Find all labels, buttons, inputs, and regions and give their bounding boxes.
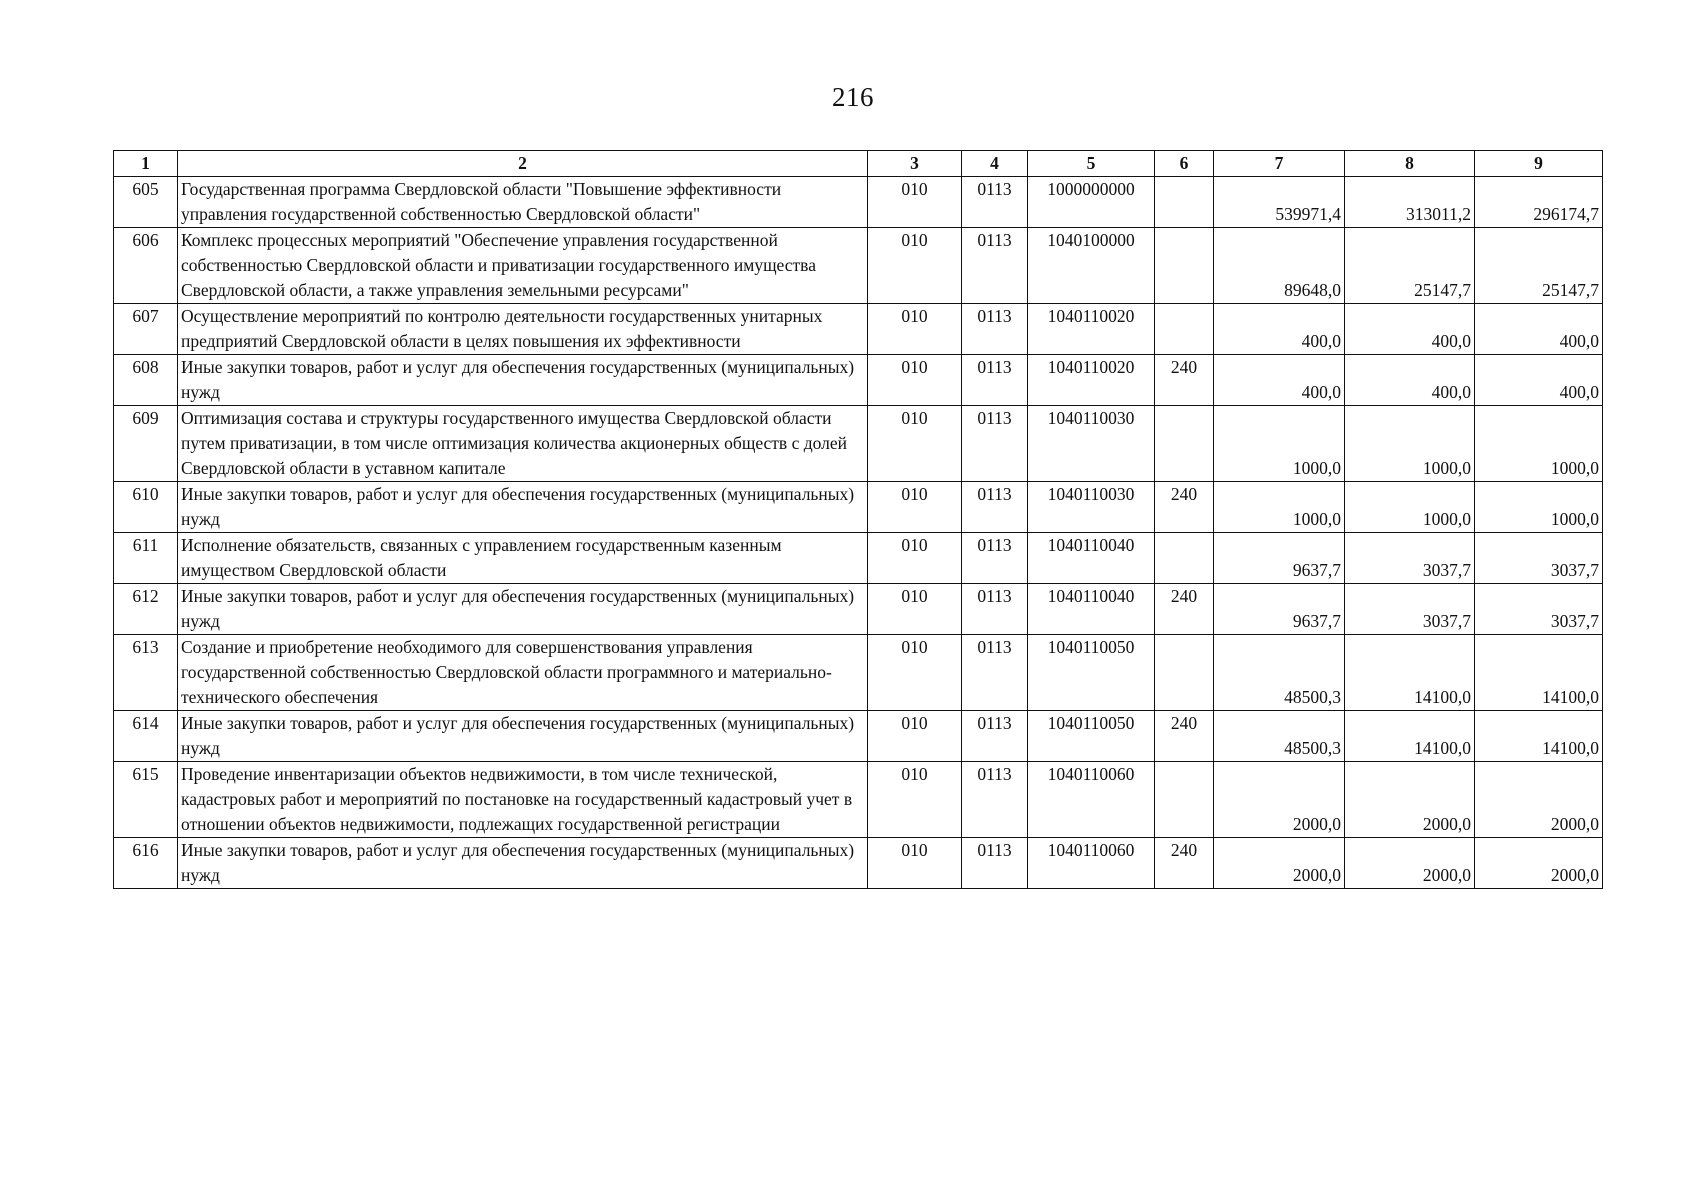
amount-col-7: 2000,0 <box>1214 838 1345 889</box>
table-row <box>114 177 1603 228</box>
code-col-4: 0113 <box>962 584 1028 635</box>
code-col-6 <box>1155 304 1214 355</box>
table-row <box>114 711 1603 762</box>
amount-col-8: 2000,0 <box>1345 838 1475 889</box>
code-col-3: 010 <box>868 711 962 762</box>
amount-col-9: 3037,7 <box>1475 533 1603 584</box>
table-row <box>114 228 1603 304</box>
code-col-5: 1040110030 <box>1028 406 1155 482</box>
column-header: 6 <box>1155 151 1214 177</box>
code-col-5: 1040110040 <box>1028 584 1155 635</box>
row-number: 614 <box>114 711 178 762</box>
amount-col-8: 3037,7 <box>1345 584 1475 635</box>
code-col-3: 010 <box>868 482 962 533</box>
code-col-6: 240 <box>1155 482 1214 533</box>
amount-col-9: 14100,0 <box>1475 711 1603 762</box>
amount-col-9: 2000,0 <box>1475 838 1603 889</box>
amount-col-8: 14100,0 <box>1345 711 1475 762</box>
table-row <box>114 838 1603 889</box>
table-row <box>114 355 1603 406</box>
table-row <box>114 304 1603 355</box>
code-col-4: 0113 <box>962 533 1028 584</box>
amount-col-7: 48500,3 <box>1214 635 1345 711</box>
row-description: Комплекс процессных мероприятий "Обеспечение управления государственной собственностью Свердловской области и приватизации государственного имущества Свердловской области, а также управления земельными ресурсами" <box>178 228 868 304</box>
code-col-6 <box>1155 406 1214 482</box>
code-col-5: 1040110060 <box>1028 762 1155 838</box>
amount-col-9: 3037,7 <box>1475 584 1603 635</box>
row-description: Иные закупки товаров, работ и услуг для обеспечения государственных (муниципальных) нужд <box>178 482 868 533</box>
code-col-5: 1000000000 <box>1028 177 1155 228</box>
amount-col-8: 3037,7 <box>1345 533 1475 584</box>
row-description: Иные закупки товаров, работ и услуг для обеспечения государственных (муниципальных) нужд <box>178 838 868 889</box>
amount-col-8: 1000,0 <box>1345 482 1475 533</box>
table-row <box>114 584 1603 635</box>
code-col-3: 010 <box>868 635 962 711</box>
code-col-4: 0113 <box>962 482 1028 533</box>
row-number: 615 <box>114 762 178 838</box>
code-col-5: 1040110050 <box>1028 635 1155 711</box>
amount-col-9: 1000,0 <box>1475 406 1603 482</box>
code-col-5: 1040110020 <box>1028 355 1155 406</box>
code-col-4: 0113 <box>962 177 1028 228</box>
amount-col-7: 9637,7 <box>1214 533 1345 584</box>
code-col-4: 0113 <box>962 406 1028 482</box>
amount-col-9: 25147,7 <box>1475 228 1603 304</box>
amount-col-9: 14100,0 <box>1475 635 1603 711</box>
code-col-6 <box>1155 635 1214 711</box>
code-col-4: 0113 <box>962 762 1028 838</box>
table-row <box>114 482 1603 533</box>
code-col-3: 010 <box>868 228 962 304</box>
row-description: Оптимизация состава и структуры государственного имущества Свердловской области путем приватизации, в том числе оптимизация количества акционерных обществ с долей Свердловской области в уставном капитале <box>178 406 868 482</box>
column-header: 2 <box>178 151 868 177</box>
amount-col-8: 400,0 <box>1345 355 1475 406</box>
row-description: Иные закупки товаров, работ и услуг для обеспечения государственных (муниципальных) нужд <box>178 711 868 762</box>
code-col-5: 1040110040 <box>1028 533 1155 584</box>
amount-col-7: 539971,4 <box>1214 177 1345 228</box>
code-col-4: 0113 <box>962 304 1028 355</box>
amount-col-7: 1000,0 <box>1214 406 1345 482</box>
amount-col-7: 9637,7 <box>1214 584 1345 635</box>
column-header: 4 <box>962 151 1028 177</box>
column-header: 8 <box>1345 151 1475 177</box>
budget-table <box>113 150 1603 889</box>
row-description: Иные закупки товаров, работ и услуг для обеспечения государственных (муниципальных) нужд <box>178 584 868 635</box>
code-col-4: 0113 <box>962 228 1028 304</box>
amount-col-7: 400,0 <box>1214 355 1345 406</box>
row-number: 607 <box>114 304 178 355</box>
code-col-6 <box>1155 177 1214 228</box>
code-col-3: 010 <box>868 406 962 482</box>
amount-col-7: 48500,3 <box>1214 711 1345 762</box>
code-col-3: 010 <box>868 584 962 635</box>
amount-col-8: 313011,2 <box>1345 177 1475 228</box>
row-description: Создание и приобретение необходимого для совершенствования управления государственной собственностью Свердловской области программного и материально-технического обеспечения <box>178 635 868 711</box>
table-row <box>114 406 1603 482</box>
code-col-4: 0113 <box>962 838 1028 889</box>
amount-col-9: 400,0 <box>1475 355 1603 406</box>
code-col-5: 1040110060 <box>1028 838 1155 889</box>
code-col-3: 010 <box>868 177 962 228</box>
code-col-6 <box>1155 762 1214 838</box>
table-header-row <box>114 151 1603 177</box>
code-col-3: 010 <box>868 533 962 584</box>
amount-col-8: 25147,7 <box>1345 228 1475 304</box>
code-col-5: 1040100000 <box>1028 228 1155 304</box>
code-col-6: 240 <box>1155 355 1214 406</box>
row-number: 605 <box>114 177 178 228</box>
code-col-5: 1040110050 <box>1028 711 1155 762</box>
amount-col-8: 1000,0 <box>1345 406 1475 482</box>
row-number: 608 <box>114 355 178 406</box>
table-row <box>114 762 1603 838</box>
column-header: 7 <box>1214 151 1345 177</box>
code-col-4: 0113 <box>962 355 1028 406</box>
code-col-6 <box>1155 228 1214 304</box>
row-description: Иные закупки товаров, работ и услуг для обеспечения государственных (муниципальных) нужд <box>178 355 868 406</box>
code-col-5: 1040110030 <box>1028 482 1155 533</box>
code-col-3: 010 <box>868 355 962 406</box>
amount-col-7: 1000,0 <box>1214 482 1345 533</box>
row-number: 611 <box>114 533 178 584</box>
amount-col-9: 400,0 <box>1475 304 1603 355</box>
code-col-6 <box>1155 533 1214 584</box>
code-col-6: 240 <box>1155 584 1214 635</box>
code-col-6: 240 <box>1155 711 1214 762</box>
row-number: 606 <box>114 228 178 304</box>
amount-col-9: 1000,0 <box>1475 482 1603 533</box>
code-col-4: 0113 <box>962 635 1028 711</box>
column-header: 3 <box>868 151 962 177</box>
amount-col-7: 89648,0 <box>1214 228 1345 304</box>
table-row <box>114 533 1603 584</box>
row-number: 612 <box>114 584 178 635</box>
code-col-3: 010 <box>868 838 962 889</box>
code-col-6: 240 <box>1155 838 1214 889</box>
code-col-3: 010 <box>868 304 962 355</box>
row-number: 613 <box>114 635 178 711</box>
table-row <box>114 635 1603 711</box>
amount-col-9: 2000,0 <box>1475 762 1603 838</box>
column-header: 5 <box>1028 151 1155 177</box>
code-col-3: 010 <box>868 762 962 838</box>
amount-col-9: 296174,7 <box>1475 177 1603 228</box>
amount-col-7: 400,0 <box>1214 304 1345 355</box>
row-description: Исполнение обязательств, связанных с управлением государственным казенным имуществом Свердловской области <box>178 533 868 584</box>
row-number: 610 <box>114 482 178 533</box>
column-header: 1 <box>114 151 178 177</box>
amount-col-7: 2000,0 <box>1214 762 1345 838</box>
row-description: Государственная программа Свердловской области "Повышение эффективности управления государственной собственностью Свердловской области" <box>178 177 868 228</box>
amount-col-8: 400,0 <box>1345 304 1475 355</box>
page-number: 216 <box>832 82 874 112</box>
code-col-4: 0113 <box>962 711 1028 762</box>
code-col-5: 1040110020 <box>1028 304 1155 355</box>
row-description: Проведение инвентаризации объектов недвижимости, в том числе технической, кадастровых работ и мероприятий по постановке на государственный кадастровый учет в отношении объектов недвижимости, подлежащих государственной регистрации <box>178 762 868 838</box>
amount-col-8: 14100,0 <box>1345 635 1475 711</box>
row-number: 616 <box>114 838 178 889</box>
column-header: 9 <box>1475 151 1603 177</box>
amount-col-8: 2000,0 <box>1345 762 1475 838</box>
row-description: Осуществление мероприятий по контролю деятельности государственных унитарных предприятий Свердловской области в целях повышения их эффективности <box>178 304 868 355</box>
row-number: 609 <box>114 406 178 482</box>
